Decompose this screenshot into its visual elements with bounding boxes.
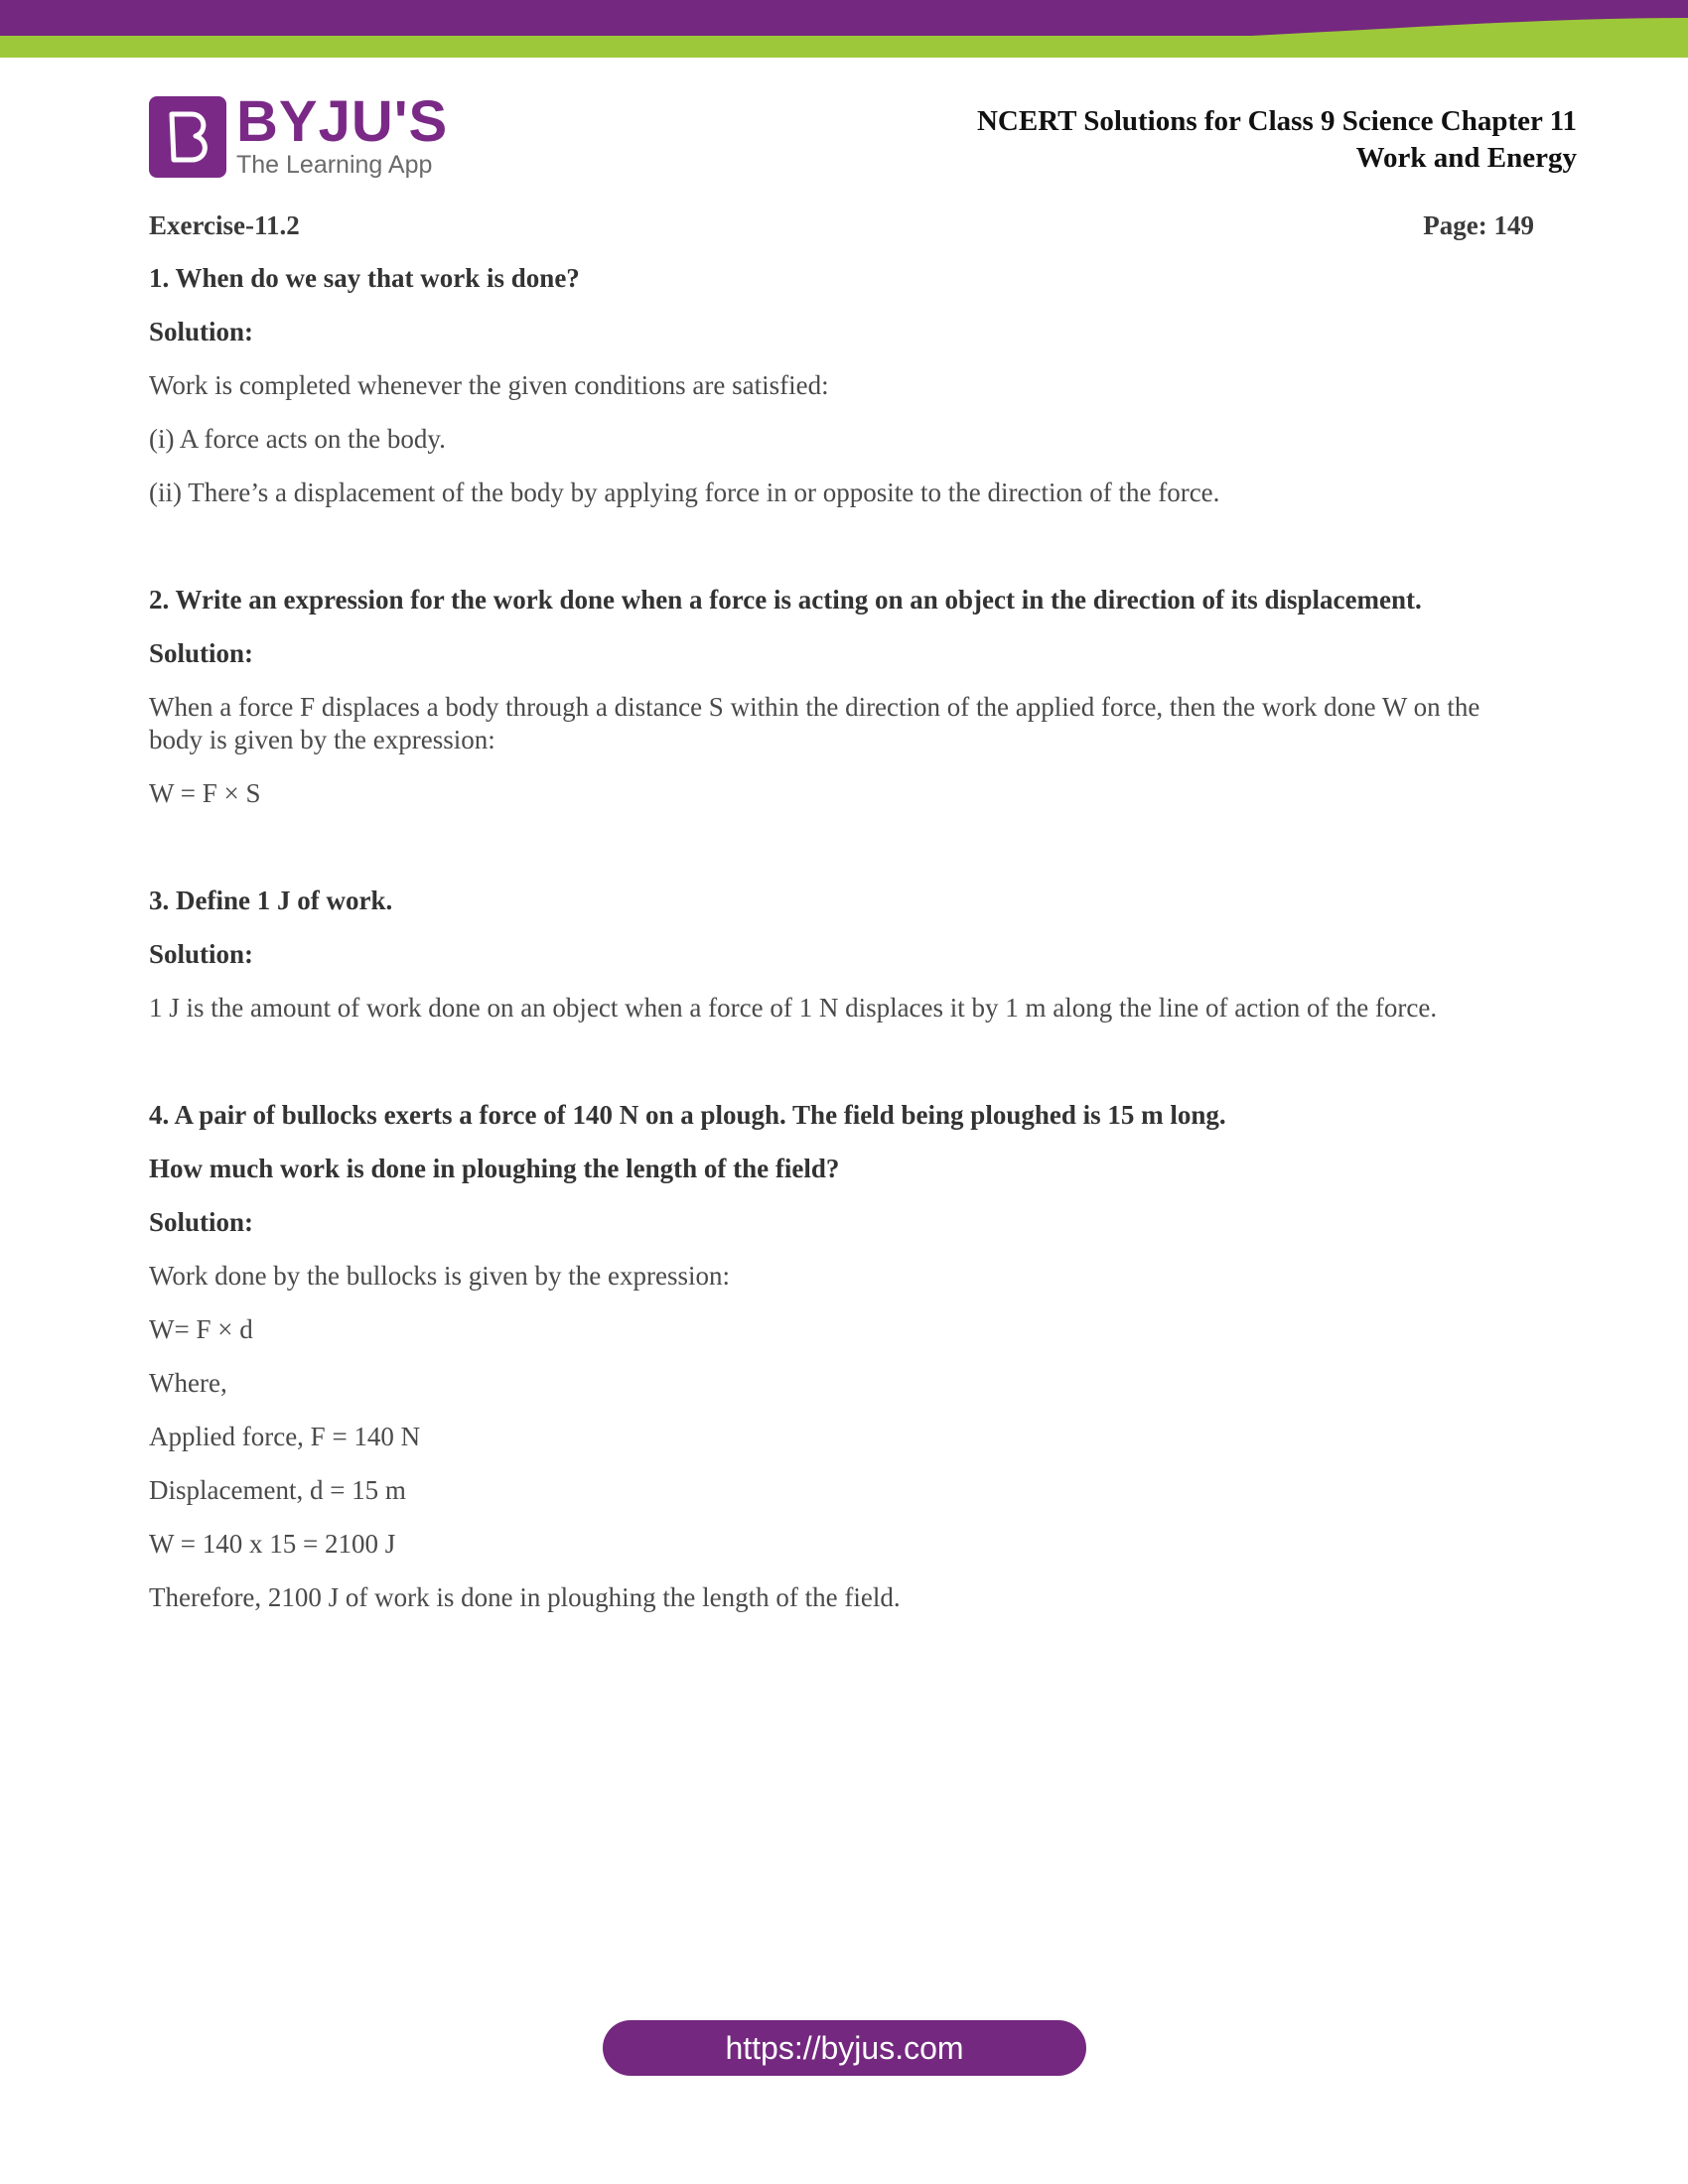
- exercise-row: [149, 210, 1534, 241]
- solution-label: Solution:: [149, 638, 254, 668]
- title-line-2: Work and Energy: [1355, 142, 1577, 174]
- title-line-1: NCERT Solutions for Class 9 Science Chapter 11: [976, 105, 1577, 137]
- answer-2-line-1: When a force F displaces a body through a distance S within the direction of the applied force, then the work done W on the body is given by the expression:: [149, 692, 1480, 754]
- question-3: 3. Define 1 J of work.: [149, 886, 393, 915]
- exercise-label: Exercise-11.2: [149, 210, 300, 240]
- solution-label: Solution:: [149, 1207, 254, 1237]
- brand-tagline: The Learning App: [236, 151, 433, 179]
- question-4-line-2: How much work is done in ploughing the length of the field?: [149, 1154, 840, 1183]
- solution-label: Solution:: [149, 939, 254, 969]
- solution-label: Solution:: [149, 317, 254, 346]
- answer-4-line-4: Applied force, F = 140 N: [149, 1422, 421, 1451]
- answer-4-line-1: Work done by the bullocks is given by the expression:: [149, 1261, 730, 1291]
- answer-4-line-3: Where,: [149, 1368, 227, 1398]
- question-4-line-1: 4. A pair of bullocks exerts a force of 140 N on a plough. The field being ploughed is 15 m long.: [149, 1100, 1226, 1130]
- question-2: 2. Write an expression for the work done when a force is acting on an object in the direction of its displacement.: [149, 585, 1422, 614]
- answer-1-line-2: (i) A force acts on the body.: [149, 424, 446, 454]
- page-number: Page: 149: [1423, 210, 1534, 240]
- answer-4-line-6: W = 140 x 15 = 2100 J: [149, 1529, 396, 1559]
- byjus-b-logo-icon: [149, 96, 226, 178]
- answer-4-line-7: Therefore, 2100 J of work is done in ploughing the length of the field.: [149, 1582, 901, 1612]
- answer-4-line-5: Displacement, d = 15 m: [149, 1475, 406, 1505]
- answer-1-line-3: (ii) There’s a displacement of the body by applying force in or opposite to the direction of the force.: [149, 478, 1220, 507]
- answer-2-line-2: W = F × S: [149, 778, 261, 808]
- brand-logo: [149, 89, 449, 179]
- answer-3-line-1: 1 J is the amount of work done on an object when a force of 1 N displaces it by 1 m along the line of action of the force.: [149, 993, 1438, 1023]
- footer-url-link[interactable]: https://byjus.com: [603, 2020, 1086, 2076]
- header-band: [0, 0, 1688, 69]
- answer-4-line-2: W= F × d: [149, 1314, 253, 1344]
- brand-name: BYJU'S: [236, 89, 449, 154]
- question-1: 1. When do we say that work is done?: [149, 263, 580, 293]
- answer-1-line-1: Work is completed whenever the given conditions are satisfied:: [149, 370, 829, 400]
- document-body: [149, 210, 1539, 1614]
- document-title: [977, 103, 1577, 177]
